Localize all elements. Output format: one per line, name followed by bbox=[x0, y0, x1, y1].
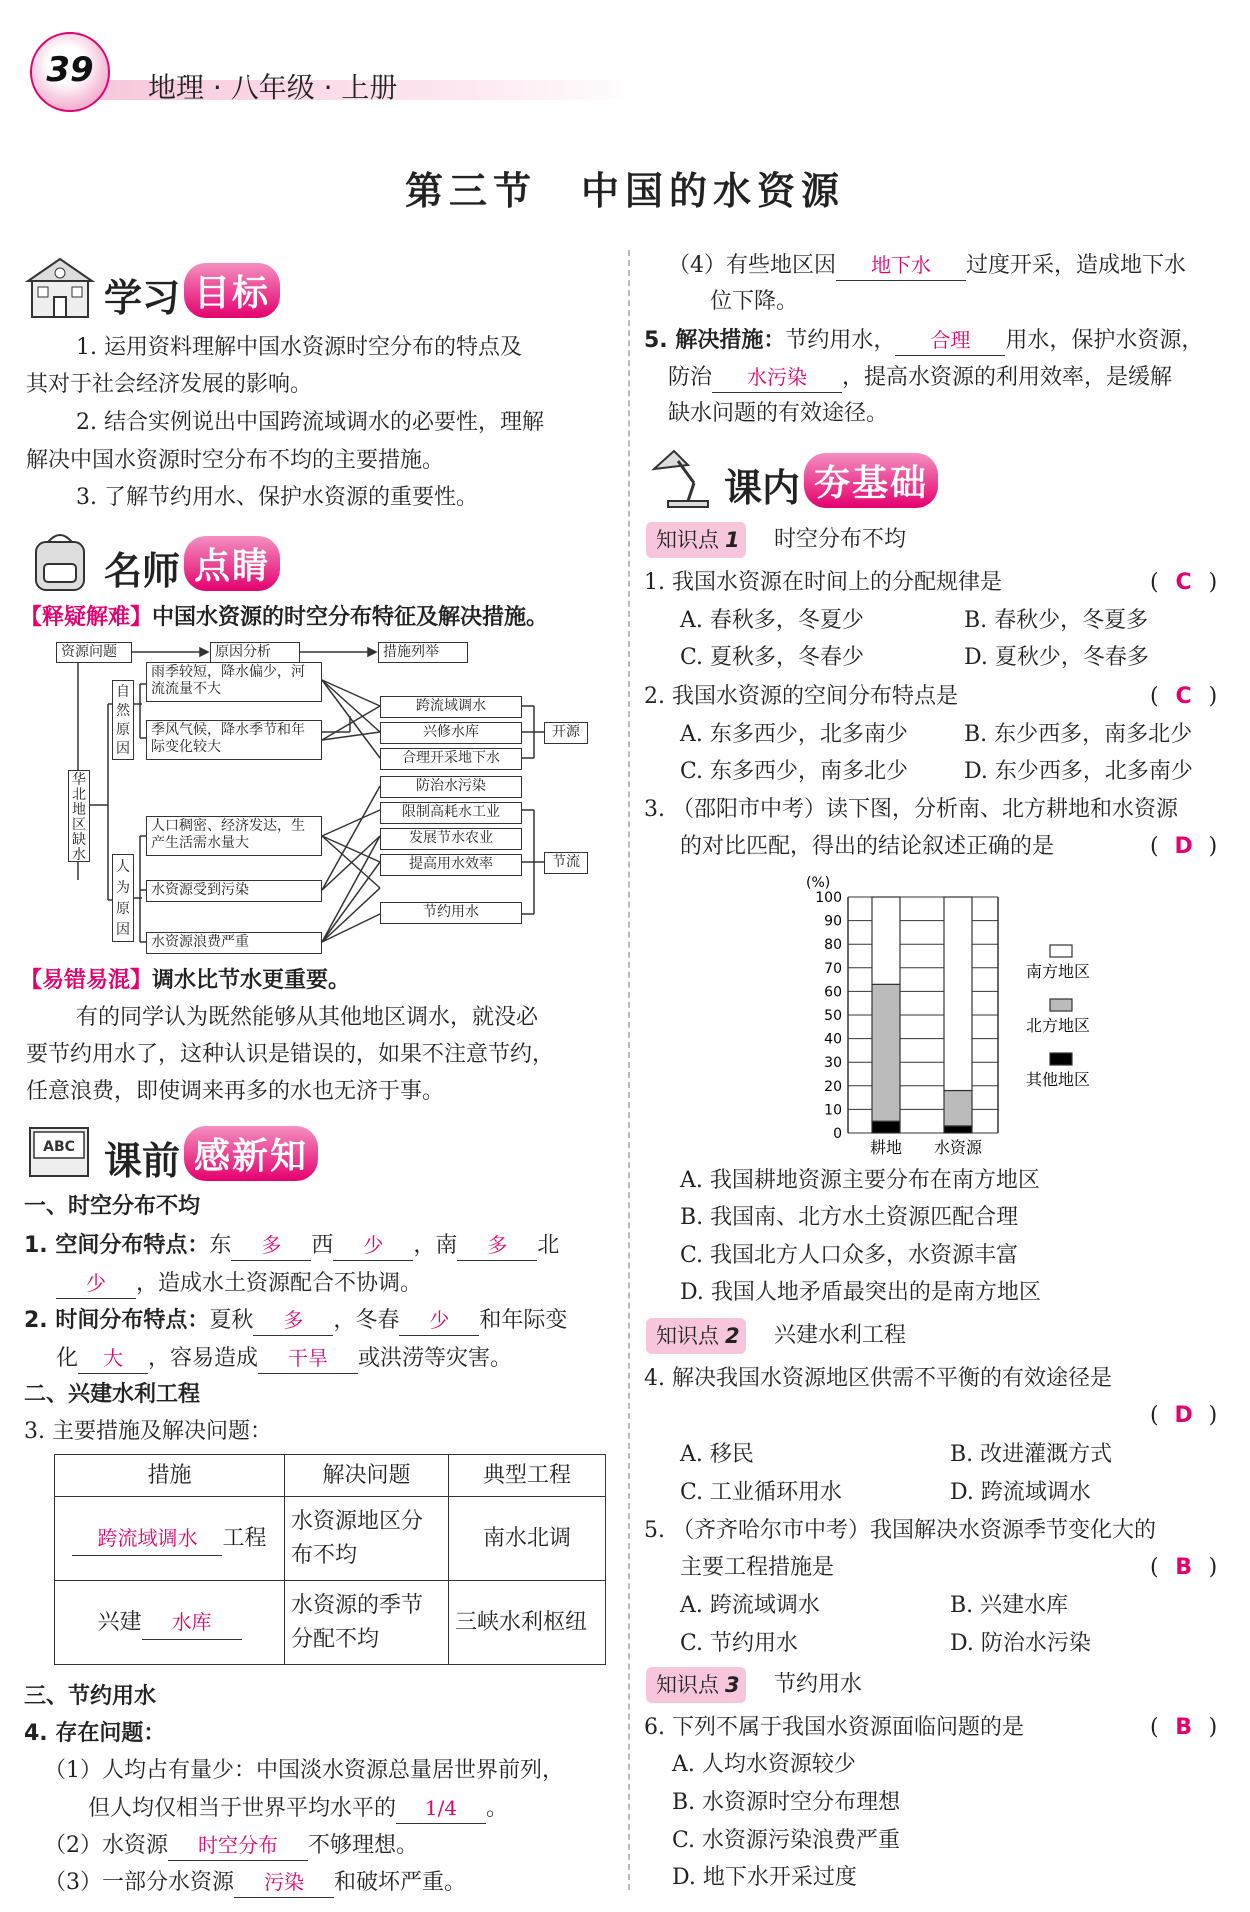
mc-option: B. 春秋少，冬夏多 bbox=[964, 608, 1149, 633]
desk-lamp-icon bbox=[644, 445, 716, 511]
text: 。 bbox=[486, 1796, 509, 1821]
bar-segment bbox=[944, 1091, 972, 1126]
bar-segment bbox=[872, 897, 900, 984]
mc-option: C. 东多西少，南多北少 bbox=[680, 759, 909, 784]
mistake-text: 调水比节水更重要。 bbox=[152, 968, 351, 993]
question-label: 1. 空间分布特点： bbox=[24, 1233, 210, 1258]
section-title-pill: 目标 bbox=[184, 263, 280, 318]
mc-option: C. 夏秋多，冬春少 bbox=[680, 645, 865, 670]
table-cell: 水资源的季节分配不均 bbox=[285, 1581, 449, 1665]
text: 东 bbox=[209, 1233, 232, 1258]
text: （4）有些地区因 bbox=[668, 253, 836, 278]
text: 不够理想。 bbox=[308, 1833, 419, 1858]
diagram-measure: 提高用水效率 bbox=[380, 854, 522, 876]
mc-option: A. 跨流域调水 bbox=[680, 1593, 820, 1618]
y-tick-label: 50 bbox=[824, 1008, 842, 1024]
mc-option: A. 我国耕地资源主要分布在南方地区 bbox=[680, 1168, 1040, 1193]
question-label: 3. 主要措施及解决问题： bbox=[24, 1419, 272, 1444]
fill-q5 bbox=[644, 325, 1203, 356]
mc-option: B. 水资源时空分布理想 bbox=[672, 1790, 901, 1815]
knowledge-point-1 bbox=[646, 522, 1046, 558]
tag-number: 1 bbox=[725, 528, 740, 552]
y-tick-label: 20 bbox=[824, 1078, 842, 1095]
mc-option: A. 移民 bbox=[680, 1442, 754, 1467]
answer-blank: 少 bbox=[333, 1230, 413, 1261]
knowledge-point-2 bbox=[646, 1318, 1046, 1354]
tag-label: 知识点 bbox=[656, 1673, 719, 1697]
bar-segment bbox=[872, 984, 900, 1121]
heading: 一、时空分布不均 bbox=[24, 1194, 201, 1219]
table-row bbox=[55, 1497, 606, 1581]
y-tick-label: 0 bbox=[833, 1126, 842, 1142]
mc-answer: ( D ) bbox=[1150, 1401, 1217, 1431]
mc-answer-letter: B bbox=[1175, 1715, 1192, 1740]
mistake-tag: 【易错易混】 bbox=[20, 968, 153, 993]
answer-blank: 少 bbox=[399, 1305, 479, 1336]
mc-answer: ( B ) bbox=[1150, 1553, 1217, 1583]
x-tick-label: 水资源 bbox=[933, 1138, 983, 1157]
mc-answer-letter: D bbox=[1174, 834, 1193, 859]
stacked-bar-chart bbox=[800, 865, 1100, 1170]
text: 用水，保护水资源， bbox=[1005, 328, 1204, 353]
answer-blank: 1/4 bbox=[396, 1793, 486, 1824]
fill-q1 bbox=[24, 1230, 559, 1261]
legend-swatch bbox=[1050, 945, 1072, 957]
y-tick-label: 30 bbox=[824, 1055, 842, 1072]
cause-diagram bbox=[50, 640, 590, 955]
legend-label: 南方地区 bbox=[1026, 962, 1091, 981]
problem-line bbox=[44, 1830, 418, 1861]
text: ，容易造成 bbox=[148, 1346, 259, 1371]
text: 和年际变 bbox=[479, 1308, 568, 1333]
tag-label: 知识点 bbox=[656, 1324, 719, 1348]
legend-swatch bbox=[1050, 1053, 1072, 1065]
mc-stem: 5. （齐齐哈尔市中考）我国解决水资源季节变化大的 bbox=[644, 1518, 1156, 1543]
legend-label: 北方地区 bbox=[1026, 1016, 1091, 1035]
answer-blank: 水库 bbox=[142, 1605, 242, 1640]
mc-answer-letter: D bbox=[1174, 1403, 1193, 1428]
mc-option: B. 改进灌溉方式 bbox=[950, 1442, 1113, 1467]
text: 兴建 bbox=[97, 1610, 142, 1635]
text: 夏秋 bbox=[209, 1308, 254, 1333]
text: ，提高水资源的利用效率，是缓解 bbox=[842, 365, 1173, 390]
table-cell: 水资源地区分布不均 bbox=[285, 1497, 449, 1581]
mc-answer-letter: C bbox=[1175, 684, 1192, 709]
table-cell bbox=[55, 1581, 285, 1665]
answer-blank: 干旱 bbox=[258, 1343, 358, 1374]
goal-line: 其对于社会经济发展的影响。 bbox=[26, 372, 313, 397]
mc-stem: 主要工程措施是 bbox=[680, 1555, 835, 1580]
mc-option: C. 工业循环用水 bbox=[680, 1480, 843, 1505]
knowledge-tag bbox=[646, 1318, 746, 1354]
heading: 二、兴建水利工程 bbox=[24, 1382, 201, 1407]
answer-blank: 水污染 bbox=[712, 362, 842, 393]
fill-q2 bbox=[24, 1305, 567, 1336]
answer-blank: 少 bbox=[56, 1268, 136, 1299]
diagram-group: 节流 bbox=[544, 852, 588, 874]
explain-tag: 【释疑解难】 bbox=[20, 605, 153, 630]
fill-q5 bbox=[668, 362, 1172, 393]
knowledge-tag bbox=[646, 522, 746, 558]
answer-blank: 大 bbox=[78, 1343, 148, 1374]
mc-option: D. 东少西多，北多南少 bbox=[964, 759, 1193, 784]
y-tick-label: 80 bbox=[824, 937, 842, 954]
question-label: 5. 解决措施： bbox=[644, 328, 786, 353]
mc-option: C. 水资源污染浪费严重 bbox=[672, 1828, 901, 1853]
answer-blank: 跨流域调水 bbox=[72, 1521, 222, 1556]
abc-book-icon bbox=[24, 1118, 96, 1184]
text: 化 bbox=[56, 1346, 79, 1371]
diagram-header: 措施列举 bbox=[378, 642, 468, 663]
backpack-icon bbox=[24, 528, 96, 594]
diagram-cause: 季风气候，降水季节和年际变化较大 bbox=[146, 720, 322, 760]
diagram-cause: 水资源受到污染 bbox=[146, 880, 322, 902]
knowledge-point-3 bbox=[646, 1667, 1046, 1703]
diagram-measure: 节约用水 bbox=[380, 902, 522, 924]
section-title-pill: 点睛 bbox=[184, 536, 280, 591]
school-icon bbox=[24, 255, 96, 321]
heading: 三、节约用水 bbox=[24, 1684, 157, 1709]
knowledge-name: 时空分布不均 bbox=[774, 527, 907, 552]
section-title-pill: 夯基础 bbox=[804, 453, 938, 508]
mc-option: D. 跨流域调水 bbox=[950, 1480, 1091, 1505]
section-title-main: 名师 bbox=[104, 549, 181, 593]
mc-stem: 4. 解决我国水资源地区供需不平衡的有效途径是 bbox=[644, 1366, 1112, 1391]
answer-blank: 合理 bbox=[895, 325, 1005, 356]
question-label: 2. 时间分布特点： bbox=[24, 1308, 210, 1333]
mc-stem: 2. 我国水资源的空间分布特点是 bbox=[644, 684, 958, 709]
fill-q2-cont bbox=[56, 1343, 512, 1374]
answer-blank: 地下水 bbox=[836, 250, 966, 281]
knowledge-tag bbox=[646, 1667, 746, 1703]
y-axis-label: (%) bbox=[806, 875, 831, 891]
mc-option: D. 我国人地矛盾最突出的是南方地区 bbox=[680, 1280, 1041, 1305]
knowledge-name: 兴建水利工程 bbox=[774, 1323, 907, 1348]
tag-number: 2 bbox=[725, 1324, 740, 1348]
mistake-para: 任意浪费，即使调来再多的水也无济于事。 bbox=[26, 1079, 445, 1104]
y-tick-label: 100 bbox=[815, 890, 842, 906]
table-cell bbox=[55, 1497, 285, 1581]
diagram-header: 原因分析 bbox=[210, 642, 300, 663]
diagram-measure: 合理开采地下水 bbox=[380, 748, 522, 770]
diagram-header: 资源问题 bbox=[56, 642, 132, 663]
diagram-problem: 华北地区缺水 bbox=[68, 770, 90, 862]
problem-line: 位下降。 bbox=[710, 289, 799, 314]
mc-option: B. 我国南、北方水土资源匹配合理 bbox=[680, 1205, 1019, 1230]
measures-table bbox=[54, 1454, 606, 1665]
text: （2）水资源 bbox=[44, 1833, 168, 1858]
goal-line: 1. 运用资料理解中国水资源时空分布的特点及 bbox=[76, 335, 522, 360]
mc-option: C. 节约用水 bbox=[680, 1631, 799, 1656]
goal-line: 3. 了解节约用水、保护水资源的重要性。 bbox=[76, 485, 478, 510]
goal-line: 解决中国水资源时空分布不均的主要措施。 bbox=[26, 448, 445, 473]
book-title: 地理 · 八年级 · 上册 bbox=[148, 71, 398, 104]
diagram-natural: 自然原因 bbox=[112, 680, 134, 760]
legend-label: 其他地区 bbox=[1026, 1070, 1091, 1089]
text: 但人均仅相当于世界平均水平的 bbox=[88, 1796, 397, 1821]
mc-answer: ( C ) bbox=[1150, 682, 1217, 712]
knowledge-name: 节约用水 bbox=[774, 1672, 863, 1697]
section-title-main: 课内 bbox=[724, 466, 801, 510]
diagram-measure: 跨流域调水 bbox=[380, 696, 522, 718]
legend-swatch bbox=[1050, 999, 1072, 1011]
text: 和破坏严重。 bbox=[334, 1870, 467, 1895]
y-tick-label: 90 bbox=[824, 913, 842, 930]
mc-stem: 的对比匹配，得出的结论叙述正确的是 bbox=[680, 834, 1055, 859]
text: 工程 bbox=[222, 1526, 267, 1551]
mc-option: A. 东多西少，北多南少 bbox=[680, 722, 908, 747]
question-label: 4. 存在问题： bbox=[24, 1721, 166, 1746]
section-class bbox=[644, 445, 964, 515]
answer-blank: 时空分布 bbox=[168, 1830, 308, 1861]
problem-line bbox=[44, 1867, 466, 1898]
bar-segment bbox=[872, 1121, 900, 1133]
mc-answer: ( B ) bbox=[1150, 1713, 1217, 1743]
mc-option: D. 地下水开采过度 bbox=[672, 1865, 857, 1890]
mc-stem: 3. （邵阳市中考）读下图，分析南、北方耕地和水资源 bbox=[644, 797, 1178, 822]
x-tick-label: 耕地 bbox=[869, 1138, 903, 1157]
section-title-main: 学习 bbox=[104, 276, 181, 320]
diagram-measure: 限制高耗水工业 bbox=[380, 802, 522, 824]
text: 西 bbox=[311, 1233, 334, 1258]
section-title-main: 课前 bbox=[104, 1139, 181, 1183]
answer-blank: 多 bbox=[457, 1230, 537, 1261]
answer-blank: 多 bbox=[231, 1230, 311, 1261]
text: 或洪涝等灾害。 bbox=[358, 1346, 513, 1371]
mc-option: B. 东少西多，南多北少 bbox=[964, 722, 1193, 747]
table-header: 措施 bbox=[55, 1455, 285, 1497]
mistake-line bbox=[20, 966, 350, 996]
mc-stem: 1. 我国水资源在时间上的分配规律是 bbox=[644, 570, 1002, 595]
mc-option: D. 防治水污染 bbox=[950, 1631, 1091, 1656]
mc-answer: ( C ) bbox=[1150, 568, 1217, 598]
text: ，南 bbox=[413, 1233, 458, 1258]
table-header: 解决问题 bbox=[285, 1455, 449, 1497]
diagram-group: 开源 bbox=[544, 722, 588, 744]
section-teacher bbox=[24, 528, 304, 598]
goal-line: 2. 结合实例说出中国跨流域调水的必要性，理解 bbox=[76, 410, 544, 435]
mc-option: A. 春秋多，冬夏少 bbox=[680, 608, 864, 633]
mc-option: B. 兴建水库 bbox=[950, 1593, 1069, 1618]
text: ，冬春 bbox=[333, 1308, 400, 1333]
fill-q5: 缺水问题的有效途径。 bbox=[668, 401, 889, 426]
mc-option: A. 人均水资源较少 bbox=[672, 1752, 856, 1777]
mc-option: D. 夏秋少，冬春多 bbox=[964, 645, 1149, 670]
page-title: 第三节 中国的水资源 bbox=[404, 168, 845, 213]
diagram-measure: 兴修水库 bbox=[380, 722, 522, 744]
text: 北 bbox=[537, 1233, 560, 1258]
mistake-para: 有的同学认为既然能够从其他地区调水，就没必 bbox=[76, 1005, 539, 1030]
y-tick-label: 60 bbox=[824, 984, 842, 1001]
problem-line bbox=[88, 1793, 508, 1824]
problem-line bbox=[668, 250, 1186, 281]
mc-answer-letter: B bbox=[1175, 1555, 1192, 1580]
y-tick-label: 40 bbox=[824, 1031, 842, 1048]
diagram-cause: 人口稠密、经济发达，生产生活需水量大 bbox=[146, 816, 322, 856]
bar-segment bbox=[944, 1126, 972, 1133]
diagram-measure: 防治水污染 bbox=[380, 776, 522, 798]
header-band bbox=[18, 20, 1228, 116]
text: 过度开采，造成地下水 bbox=[966, 253, 1187, 278]
tag-label: 知识点 bbox=[656, 528, 719, 552]
mc-stem: 6. 下列不属于我国水资源面临问题的是 bbox=[644, 1715, 1024, 1740]
table-cell: 三峡水利枢纽 bbox=[449, 1581, 606, 1665]
tag-number: 3 bbox=[725, 1673, 740, 1697]
svg-text:ABC: ABC bbox=[43, 1139, 75, 1155]
section-goals bbox=[24, 255, 304, 325]
diagram-human: 人为原因 bbox=[112, 854, 134, 942]
table-header: 典型工程 bbox=[449, 1455, 606, 1497]
explain-text: 中国水资源的时空分布特征及解决措施。 bbox=[152, 605, 549, 630]
text: 节约用水， bbox=[785, 328, 896, 353]
mc-answer-letter: C bbox=[1175, 570, 1192, 595]
table-cell: 南水北调 bbox=[449, 1497, 606, 1581]
bar-segment bbox=[944, 897, 972, 1091]
diagram-measure: 发展节水农业 bbox=[380, 828, 522, 850]
explain-line bbox=[20, 603, 548, 633]
text: 防治 bbox=[668, 365, 713, 390]
y-tick-label: 10 bbox=[824, 1102, 842, 1119]
column-divider bbox=[628, 250, 630, 1890]
diagram-cause: 水资源浪费严重 bbox=[146, 932, 322, 954]
answer-blank: 污染 bbox=[234, 1867, 334, 1898]
fill-q1-cont bbox=[56, 1268, 422, 1299]
diagram-cause: 雨季较短，降水偏少，河流流量不大 bbox=[146, 662, 322, 702]
y-tick-label: 70 bbox=[824, 960, 842, 977]
page-number: 39 bbox=[46, 50, 94, 90]
mc-answer: ( D ) bbox=[1150, 832, 1217, 862]
problem-line: （1）人均占有量少：中国淡水资源总量居世界前列， bbox=[44, 1758, 564, 1783]
text: （3）一部分水资源 bbox=[44, 1870, 234, 1895]
section-preview bbox=[24, 1118, 344, 1188]
section-title-pill: 感新知 bbox=[184, 1126, 318, 1181]
table-row bbox=[55, 1455, 606, 1497]
mistake-para: 要节约用水了，这种认识是错误的，如果不注意节约， bbox=[26, 1042, 555, 1067]
text: ，造成水土资源配合不协调。 bbox=[136, 1271, 423, 1296]
mc-option: C. 我国北方人口众多，水资源丰富 bbox=[680, 1243, 1019, 1268]
answer-blank: 多 bbox=[253, 1305, 333, 1336]
table-row bbox=[55, 1581, 606, 1665]
